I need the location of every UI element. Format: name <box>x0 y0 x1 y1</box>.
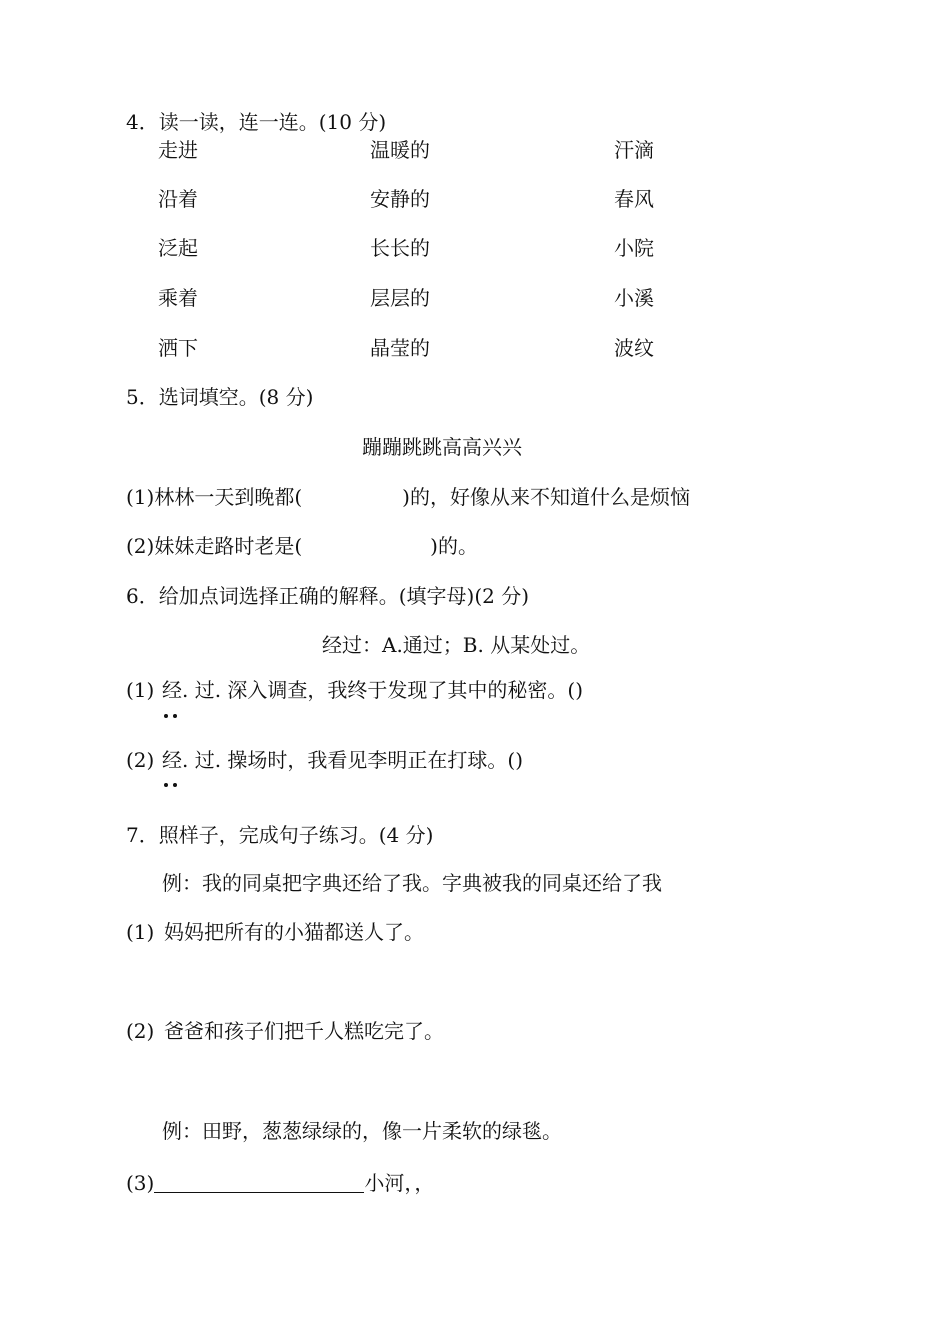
q4-col2-item-1: 温暖的 <box>370 138 430 162</box>
q4-col2-item-3: 长长的 <box>370 236 430 260</box>
q4-col1-item-1: 走进 <box>158 138 198 162</box>
q4-col1-item-4: 乘着 <box>158 286 198 310</box>
q5-item-1-prefix: (1)林林一天到晚都( <box>126 485 303 509</box>
emphasis-dot <box>173 714 177 718</box>
q5-word-bank: 蹦蹦跳跳高高兴兴 <box>362 435 522 459</box>
q6-options: 经过：A.通过；B. 从某处过。 <box>322 633 591 657</box>
q6-item-2-number: (2) <box>126 748 155 772</box>
q4-col3-item-2: 春风 <box>614 187 654 211</box>
q5-item-2-prefix: (2)妹妹走路时老是( <box>126 534 303 558</box>
q7-item-1-number: (1) <box>126 920 155 944</box>
q7-item-3-text: 小河，， <box>364 1171 435 1195</box>
emphasis-dot <box>164 714 168 718</box>
q7-item-2-number: (2) <box>126 1019 155 1043</box>
q4-col1-item-2: 沿着 <box>158 187 198 211</box>
q4-col1-item-3: 泛起 <box>158 236 198 260</box>
q7-item-1-text: 妈妈把所有的小猫都送人了。 <box>164 920 424 944</box>
q7-item-3 <box>126 1170 434 1196</box>
q5-title: 5．选词填空。(8 分) <box>126 385 314 409</box>
q4-col2-item-5: 晶莹的 <box>370 336 430 360</box>
q6-item-1-text: 经. 过. 深入调查，我终于发现了其中的秘密。() <box>162 678 584 702</box>
q4-col2-item-2: 安静的 <box>370 187 430 211</box>
q7-item-2-text: 爸爸和孩子们把千人糕吃完了。 <box>164 1019 444 1043</box>
q6-item-2-text: 经. 过. 操场时，我看见李明正在打球。() <box>162 748 524 772</box>
q4-col3-item-5: 波纹 <box>614 336 654 360</box>
q6-title: 6．给加点词选择正确的解释。(填字母)(2 分) <box>126 584 530 608</box>
q5-item-1 <box>126 484 690 510</box>
q4-col3-item-3: 小院 <box>614 236 654 260</box>
q7-item-3-answer-line[interactable] <box>154 1172 364 1193</box>
q4-col1-item-5: 洒下 <box>158 336 198 360</box>
q7-example-1: 例：我的同桌把字典还给了我。字典被我的同桌还给了我 <box>162 871 662 895</box>
q5-item-1-suffix: )的，好像从来不知道什么是烦恼 <box>402 485 690 509</box>
q7-example-2: 例：田野，葱葱绿绿的，像一片柔软的绿毯。 <box>162 1119 562 1143</box>
q7-title: 7．照样子，完成句子练习。(4 分) <box>126 823 434 847</box>
q4-col3-item-4: 小溪 <box>614 286 654 310</box>
q4-title: 4．读一读，连一连。(10 分) <box>126 110 387 134</box>
q4-col3-item-1: 汗滴 <box>614 138 654 162</box>
q4-col2-item-4: 层层的 <box>370 286 430 310</box>
q5-item-2-suffix: )的。 <box>430 534 478 558</box>
emphasis-dot <box>173 783 177 787</box>
q7-item-3-number: (3) <box>126 1171 155 1195</box>
emphasis-dot <box>164 783 168 787</box>
q6-item-1-number: (1) <box>126 678 155 702</box>
q5-item-2 <box>126 533 478 559</box>
